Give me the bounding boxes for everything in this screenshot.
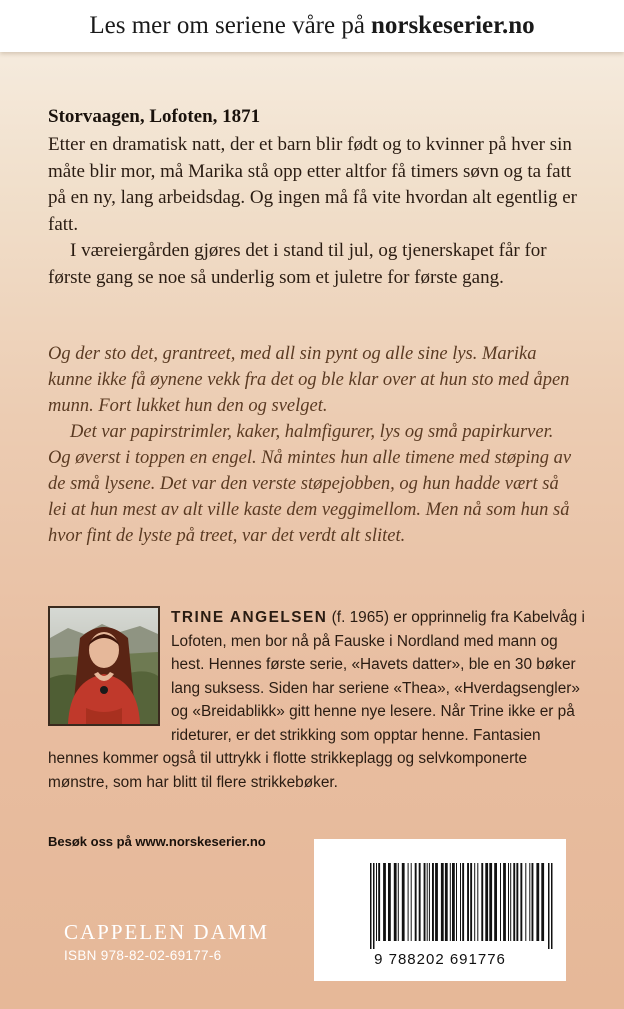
banner-site-link[interactable]: norskeserier.no bbox=[370, 12, 535, 39]
barcode-bar bbox=[536, 863, 539, 941]
top-banner bbox=[0, 0, 624, 52]
barcode-bar bbox=[376, 863, 377, 941]
barcode-bar bbox=[424, 863, 426, 941]
excerpt-paragraph: Det var papirstrimler, kaker, halmfigurer, lys og små papirkurver. Og øverst i toppen en engel. Nå mintes hun alle timene med støping av de små lysene. Det var den verste støpejobben, og hun hadde vært så lei at hun mest av alt ville kaste dem veggimellom. Men nå som hun så hvor fint de lyste på treet, var det verdt alt slitet. bbox=[48, 422, 572, 546]
barcode-bar bbox=[378, 863, 380, 941]
barcode-bar bbox=[529, 863, 530, 941]
author-photo bbox=[48, 606, 160, 726]
barcode-bar bbox=[513, 863, 515, 941]
barcode-bar bbox=[427, 863, 428, 941]
website-link[interactable]: Besøk oss på www.norskeserier.no bbox=[48, 834, 266, 849]
barcode-bar bbox=[477, 863, 478, 941]
barcode-bar bbox=[485, 863, 488, 941]
isbn-text: ISBN 978-82-02-69177-6 bbox=[64, 948, 222, 963]
excerpt-paragraph: Og der sto det, grantreet, med all sin pynt og alle sine lys. Marika kunne ikke få øynene vekk fra det og ble klar over at hun sto med åpen munn. Fort lukket hun den og svelget. bbox=[48, 344, 570, 416]
barcode-bar bbox=[429, 863, 430, 941]
barcode-bar bbox=[489, 863, 492, 941]
barcode-bar bbox=[503, 863, 506, 941]
barcode-bar bbox=[520, 863, 522, 941]
barcode-bar bbox=[456, 863, 457, 941]
barcode-bar bbox=[415, 863, 417, 941]
barcode bbox=[314, 839, 566, 981]
barcode-bar bbox=[441, 863, 444, 941]
barcode-bar bbox=[551, 863, 553, 949]
barcode-bar bbox=[516, 863, 518, 941]
book-excerpt bbox=[48, 341, 580, 549]
barcode-bar bbox=[373, 863, 375, 949]
barcode-bar bbox=[525, 863, 526, 941]
barcode-bar bbox=[398, 863, 399, 941]
barcode-bar bbox=[394, 863, 397, 941]
barcode-bar bbox=[419, 863, 421, 941]
barcode-bar bbox=[532, 863, 534, 941]
barcode-bar bbox=[462, 863, 464, 941]
blurb-heading: Storvaagen, Lofoten, 1871 bbox=[48, 106, 261, 127]
barcode-bar bbox=[481, 863, 483, 941]
barcode-bar bbox=[467, 863, 469, 941]
barcode-bar bbox=[432, 863, 434, 941]
banner-text: Les mer om seriene våre på bbox=[89, 12, 365, 39]
barcode-bar bbox=[474, 863, 475, 941]
author-bio-text: (f. 1965) er opprinnelig fra Kabelvåg i Lofoten, men bor nå på Fauske i Nordland med mann og hest. Hennes første serie, «Havets datter», ble en 30 bøker lang suksess. Siden har seriene «Thea», «Hverdagsengler» og «Breidablikk» gitt henne nye lesere. Når Trine ikke er på rideturer, er det strikking som opptar henne. Fantasien hennes kommer også til uttrykk i flotte strikkeplagg og selvkomponerte mønstre, som har blitt til flere strikkebøker. bbox=[48, 609, 585, 791]
author-name: TRINE ANGELSEN bbox=[171, 609, 328, 626]
barcode-bar bbox=[460, 863, 461, 941]
barcode-bar bbox=[388, 863, 391, 941]
blurb bbox=[48, 132, 580, 291]
barcode-bar bbox=[370, 863, 372, 949]
barcode-bar bbox=[411, 863, 412, 941]
barcode-bar bbox=[408, 863, 409, 941]
barcode-bar bbox=[494, 863, 497, 941]
author-portrait-icon bbox=[50, 608, 158, 724]
barcode-bar bbox=[445, 863, 448, 941]
publisher-logo: CAPPELEN DAMM bbox=[64, 920, 270, 944]
barcode-bar bbox=[500, 863, 501, 941]
barcode-bar bbox=[450, 863, 451, 941]
barcode-bar bbox=[383, 863, 386, 941]
barcode-bar bbox=[541, 863, 544, 941]
barcode-bar bbox=[452, 863, 455, 941]
barcode-bar bbox=[402, 863, 405, 941]
barcode-bar bbox=[548, 863, 550, 949]
barcode-number: 9 788202 691776 bbox=[374, 951, 506, 968]
barcode-bar bbox=[510, 863, 511, 941]
barcode-bar bbox=[470, 863, 472, 941]
barcode-icon bbox=[314, 839, 566, 981]
barcode-bar bbox=[508, 863, 509, 941]
blurb-paragraph: Etter en dramatisk natt, der et barn blir født og to kvinner på hver sin måte blir mor, må Marika stå opp etter altfor få timers søvn og ta fatt på en ny, lang arbeidsdag. Og ingen må få vite hvordan alt egentlig er fatt. bbox=[48, 134, 578, 235]
blurb-paragraph: I væreiergården gjøres det i stand til jul, og tjenerskapet får for første gang se noe så underlig som et juletre for første gang. bbox=[48, 240, 547, 288]
barcode-bar bbox=[435, 863, 438, 941]
